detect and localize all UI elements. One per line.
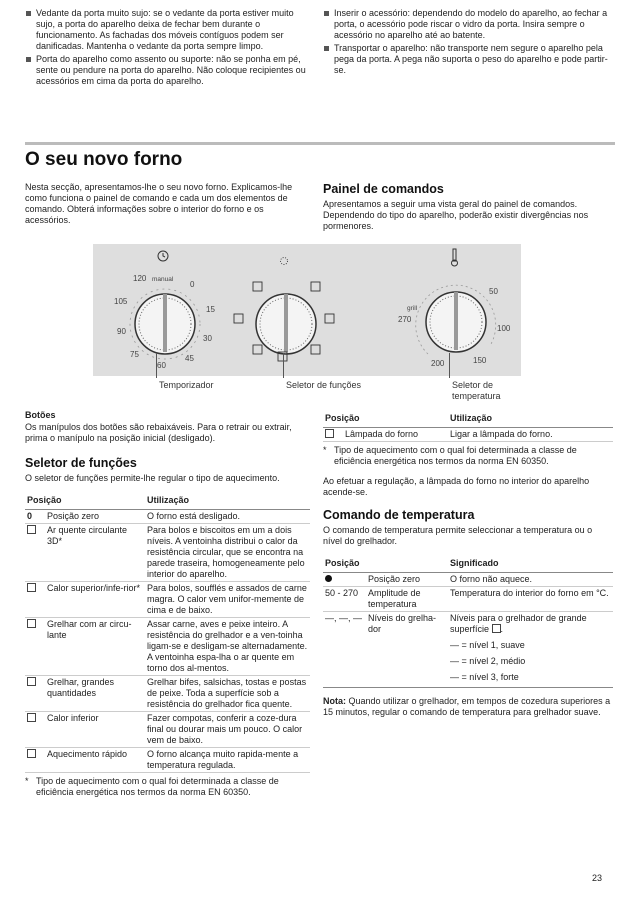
table-row: Posição zero O forno não aquece. (323, 573, 613, 587)
col-header: Posição (325, 413, 360, 423)
lamp-table (323, 410, 613, 442)
leader-line (283, 353, 284, 378)
temp-150: 150 (473, 356, 487, 365)
leader-line (156, 353, 157, 378)
col-header: Utilização (450, 413, 493, 423)
label-temperature: Seletor de temperatura (452, 380, 501, 401)
temp-grill: grill (407, 305, 418, 312)
top-bottom-heat-icon (27, 583, 36, 592)
table-row: Calor inferior Fazer compotas, conferir a coze-dura final ou dourar mais um pouco. O calor vem de baixo. (25, 712, 310, 748)
painel-section (323, 182, 613, 232)
timer-30: 30 (203, 334, 212, 343)
temperatura-text: O comando de temperatura permite seleccionar a temperatura ou o nível do grelhador. (323, 525, 593, 546)
table-row: Lâmpada do forno Ligar a lâmpada do forno. (323, 428, 613, 442)
zero-dot-icon (325, 575, 332, 582)
table-row: —, —, — Níveis do grelha-dor Níveis para o grelhador de grande superfície . — = nível 1, suave — = nível 2, médio — = nível 3, forte (325, 613, 587, 682)
timer-45: 45 (185, 354, 194, 363)
botoes-text: Os manípulos dos botões são rebaixáveis. Para o retrair ou extrair, prima o manípulo na posição inicial (desligado). (25, 422, 292, 443)
left-column (25, 410, 310, 798)
seletor-text: O seletor de funções permite-lhe regular o tipo de aquecimento. (25, 473, 280, 483)
table-row: Calor superior/infe-rior* Para bolos, soufflés e assados de carne magra. O calor vem unifor-memente de cima e de baixo. (25, 582, 310, 618)
timer-manual: manual (152, 276, 174, 283)
temperature-knob (416, 285, 496, 354)
table-row: 50 - 270 Amplitude de temperatura Temperatura do interior do forno em °C. (323, 587, 613, 612)
leader-line (449, 353, 450, 378)
col-header: Posição (27, 495, 62, 505)
label-timer: Temporizador (159, 380, 214, 390)
page-title: O seu novo forno (25, 149, 183, 170)
timer-75: 75 (130, 350, 139, 359)
bullet-item: Vedante da porta muito sujo: se o vedante da porta estiver muito sujo, a porta do aparelho deixa de fechar bem durante o funcionamento. As fachadas dos móveis contíguos podem ser danificadas. Mantenha o vedante da porta sempre limpo. (25, 8, 308, 52)
bullet-item: Transportar o aparelho: não transporte nem segure o aparelho pela pega da porta. A pega não suporta o peso do aparelho e pode partir-se. (323, 43, 608, 76)
col-header: Utilização (147, 495, 190, 505)
intro-text: Nesta secção, apresentamos-lhe o seu novo forno. Explicamos-lhe como funciona o painel de comando e cada um dos elementos de comando. Obterá informações sobre o interior do forno e os acessórios. (25, 182, 293, 225)
top-left-bullets (25, 8, 308, 89)
timer-120: 120 (133, 274, 147, 283)
bullet-item: Porta do aparelho como assento ou suporte: não se ponha em pé, sente ou pendure na porta do aparelho. Não coloque recipientes ou acessórios em cima da porta do aparelho. (25, 54, 308, 87)
temp-100: 100 (497, 324, 511, 333)
botoes-heading: Botões (25, 410, 56, 420)
bottom-heat-icon (27, 713, 36, 722)
section-rule (25, 142, 615, 145)
lamp-icon (325, 429, 334, 438)
lamp-after-text: Ao efetuar a regulação, a lâmpada do forno no interior do aparelho acende-se. (323, 476, 590, 497)
bullet-item: Inserir o acessório: dependendo do modelo do aparelho, ao fechar a porta, o acessório pode riscar o vidro da porta. Insira sempre o acessório no aparelho até ao batente. (323, 8, 608, 41)
label-selector: Seletor de funções (286, 380, 362, 390)
table-row: Ar quente circulante 3D* Para bolos e biscoitos em um a dois níveis. A ventoinha distribui o calor da resistência circular, que se encontra na parede traseira, homogeneamente pelo interior do aparelho. (25, 524, 310, 582)
col-header: Significado (450, 558, 499, 568)
painel-text: Apresentamos a seguir uma vista geral do painel de comandos. Dependendo do tipo do aparelho, poderão existir divergências nos pormenores. (323, 199, 589, 231)
control-panel-illustration (93, 244, 521, 376)
fan-icon (27, 525, 36, 534)
temp-270: 270 (398, 315, 412, 324)
col-header: Posição (325, 558, 360, 568)
timer-105: 105 (114, 297, 128, 306)
seletor-footnote: * Tipo de aquecimento com o qual foi determinada a classe de eficiência energética nos termos da norma EN 60350. (25, 776, 279, 797)
thermometer-icon (452, 249, 458, 266)
timer-0: 0 (190, 280, 195, 289)
grill-icon (27, 677, 36, 686)
selector-knob (256, 294, 316, 354)
panel-svg (93, 244, 521, 376)
clock-icon (158, 251, 168, 261)
temperature-table (323, 555, 613, 684)
lamp-footnote: * Tipo de aquecimento com o qual foi determinada a classe de eficiência energética nos termos da norma EN 60350. (323, 445, 577, 466)
zero-icon: 0 (27, 511, 33, 521)
functions-table (25, 492, 310, 773)
table-row: Grelhar, grandes quantidades Grelhar bifes, salsichas, tostas e postas de peixe. Toda a superfície sob a resistência do grelhador fica quente. (25, 676, 310, 712)
timer-60: 60 (157, 361, 166, 370)
table-row: Grelhar com ar circu-lante Assar carne, aves e peixe inteiro. A resistência do grelhador e a ven-toinha ligam-se e desligam-se alternadamente. A ventoinha espa-lha o ar quente em torno dos al-mentos. (25, 618, 310, 676)
seletor-heading: Seletor de funções (25, 456, 137, 470)
timer-15: 15 (206, 305, 215, 314)
rapid-heat-icon (27, 749, 36, 758)
temperatura-heading: Comando de temperatura (323, 508, 475, 522)
temp-200: 200 (431, 359, 445, 368)
grill-fan-icon (27, 619, 36, 628)
painel-heading: Painel de comandos (323, 182, 444, 196)
nota-text: Nota: Quando utilizar o grelhador, em tempos de cozedura superiores a 15 minutos, regular o comando de temperatura para grelhador suave. (323, 696, 611, 717)
right-column (323, 410, 613, 718)
table-row: 0 Posição zero O forno está desligado. (25, 510, 310, 524)
timer-knob (130, 289, 200, 359)
timer-90: 90 (117, 327, 126, 336)
temp-50: 50 (489, 287, 498, 296)
grill-icon (492, 624, 501, 633)
top-right-bullets (323, 8, 608, 78)
table-row: Aquecimento rápido O forno alcança muito rapida-mente a temperatura regulada. (25, 748, 310, 773)
page-number: 23 (592, 873, 603, 883)
